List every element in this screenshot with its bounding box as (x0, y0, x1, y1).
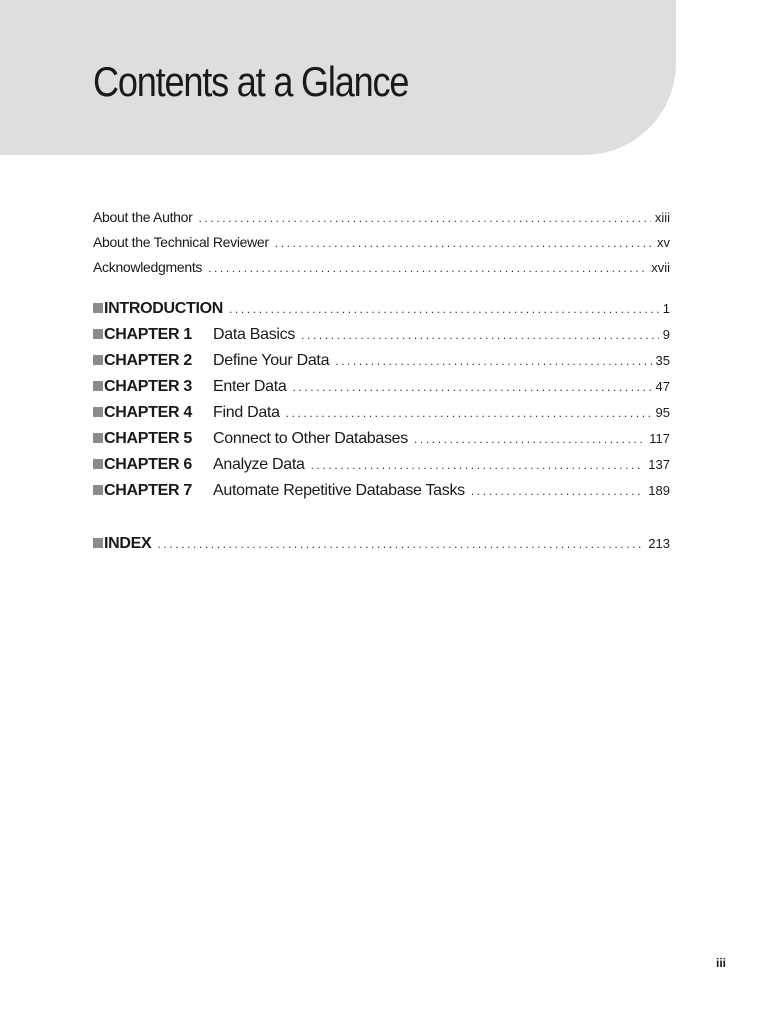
toc-entry-chapter-4[interactable] (93, 404, 670, 430)
chapter-list (93, 300, 670, 508)
chapter-title: Define Your Data (213, 352, 330, 369)
square-bullet-icon (93, 485, 103, 495)
dot-leader (471, 484, 644, 498)
chapter-title: Connect to Other Databases (213, 430, 408, 447)
dot-leader (293, 380, 652, 394)
toc-page-number: 213 (648, 536, 670, 551)
chapter-number: CHAPTER 7 (104, 482, 192, 499)
toc-page-number: 117 (649, 431, 670, 446)
toc-page-number: 189 (648, 483, 670, 498)
toc-entry-about-author[interactable] (93, 209, 670, 234)
chapter-title: Analyze Data (213, 456, 305, 473)
square-bullet-icon (93, 303, 103, 313)
chapter-title: Automate Repetitive Database Tasks (213, 482, 465, 499)
toc-page-number: 9 (662, 327, 670, 342)
toc-entry-chapter-2[interactable] (93, 352, 670, 378)
toc-section-label: INTRODUCTION (104, 300, 224, 317)
chapter-title: Find Data (213, 404, 280, 421)
chapter-number: CHAPTER 5 (104, 430, 192, 447)
toc-page-number: xvii (651, 260, 670, 275)
dot-leader (208, 261, 647, 275)
chapter-number: CHAPTER 6 (104, 456, 192, 473)
dot-leader (311, 458, 645, 472)
toc-entry-chapter-3[interactable] (93, 378, 670, 404)
toc-page-number: xiii (654, 210, 670, 225)
dot-leader (275, 236, 653, 250)
dot-leader (335, 354, 651, 368)
toc-page-number: 47 (655, 379, 670, 394)
toc-entry-acknowledgments[interactable] (93, 259, 670, 284)
dot-leader (157, 537, 644, 551)
toc-entry-chapter-5[interactable] (93, 430, 670, 456)
page-title: Contents at a Glance (93, 58, 409, 105)
toc-page-number: 137 (648, 457, 670, 472)
folio-page-number: iii (716, 956, 727, 970)
square-bullet-icon (93, 433, 103, 443)
chapter-number: CHAPTER 2 (104, 352, 192, 369)
dot-leader (414, 432, 645, 446)
toc-page-number: 35 (655, 353, 670, 368)
toc-entry-chapter-7[interactable] (93, 482, 670, 508)
toc-page-number: 1 (662, 301, 670, 316)
front-matter-list (93, 209, 670, 284)
dot-leader (301, 328, 659, 342)
dot-leader (199, 211, 651, 225)
toc-entry-technical-reviewer[interactable] (93, 234, 670, 259)
square-bullet-icon (93, 355, 103, 365)
toc-entry-chapter-1[interactable] (93, 326, 670, 352)
toc-page-number: 95 (655, 405, 670, 420)
chapter-title: Enter Data (213, 378, 287, 395)
square-bullet-icon (93, 329, 103, 339)
toc-entry-label: About the Technical Reviewer (93, 234, 269, 250)
dot-leader (286, 406, 652, 420)
chapter-number: CHAPTER 3 (104, 378, 192, 395)
toc-page-number: xv (657, 235, 670, 250)
toc-entry-label: Acknowledgments (93, 259, 203, 275)
toc-entry-label: About the Author (93, 209, 193, 225)
back-matter-list (93, 535, 670, 561)
chapter-number: CHAPTER 4 (104, 404, 192, 421)
dot-leader (229, 302, 659, 316)
square-bullet-icon (93, 459, 103, 469)
toc-entry-chapter-6[interactable] (93, 456, 670, 482)
chapter-title: Data Basics (213, 326, 296, 343)
square-bullet-icon (93, 407, 103, 417)
toc-entry-introduction[interactable] (93, 300, 670, 326)
toc-entry-index[interactable] (93, 535, 670, 561)
toc-section-label: INDEX (104, 535, 152, 552)
square-bullet-icon (93, 538, 103, 548)
square-bullet-icon (93, 381, 103, 391)
chapter-number: CHAPTER 1 (104, 326, 192, 343)
